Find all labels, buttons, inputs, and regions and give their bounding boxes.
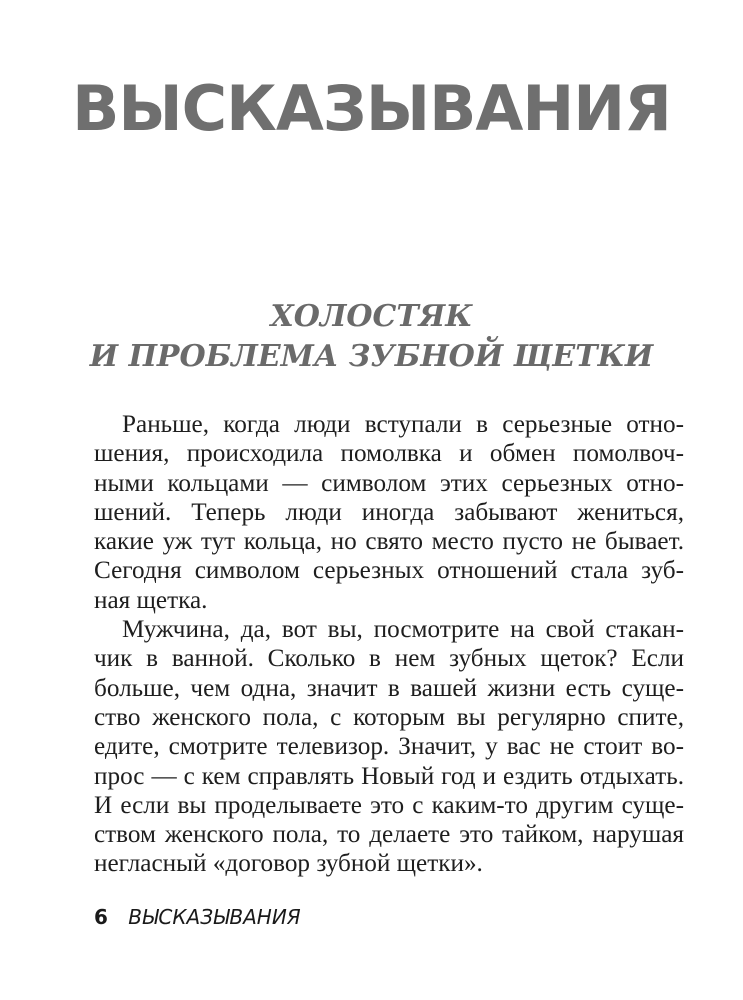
body-text (94, 410, 684, 879)
text-line: чик в ванной. Сколько в нем зубных щеток? Если (94, 645, 684, 673)
text-line: шений. Теперь люди иногда забывают жениться, (94, 498, 684, 526)
text-line: больше, чем одна, значит в вашей жизни есть суще- (94, 674, 684, 702)
text-line: Раньше, когда люди вступали в серьезные отно- (122, 411, 684, 438)
text-line: прос — с кем справлять Новый год и ездить отдыхать. (94, 762, 684, 790)
running-head: ВЫСКАЗЫВАНИЯ (128, 905, 301, 929)
paragraph-2 (94, 615, 684, 879)
text-line: шения, происходила помолвка и обмен помолвоч- (94, 440, 684, 468)
text-line: ная щетка. (94, 586, 208, 614)
paragraph-1 (94, 410, 684, 615)
section-title-line-2: И ПРОБЛЕМА ЗУБНОЙ ЩЕТКИ (89, 339, 654, 374)
text-line: негласный «договор зубной щетки». (94, 850, 483, 878)
section-title (0, 297, 743, 377)
chapter-title: ВЫСКАЗЫВАНИЯ (72, 72, 671, 145)
text-line: Сегодня символом серьезных отношений стала зуб- (94, 557, 684, 585)
section-title-line-1: ХОЛОСТЯК (270, 299, 473, 334)
text-line: И если вы проделываете это с каким-то другим суще- (94, 791, 684, 819)
text-line: едите, смотрите телевизор. Значит, у вас не стоит во- (94, 733, 684, 761)
text-line: какие уж тут кольца, но свято место пусто не бывает. (94, 528, 684, 556)
text-line: ством женского пола, то делаете это тайком, нарушая (94, 821, 684, 849)
page-footer (94, 905, 301, 929)
text-line: ными кольцами — символом этих серьезных отно- (94, 469, 684, 497)
text-line: ство женского пола, с которым вы регулярно спите, (94, 703, 684, 731)
text-line: Мужчина, да, вот вы, посмотрите на свой стакан- (122, 616, 684, 644)
page-number: 6 (94, 905, 108, 929)
